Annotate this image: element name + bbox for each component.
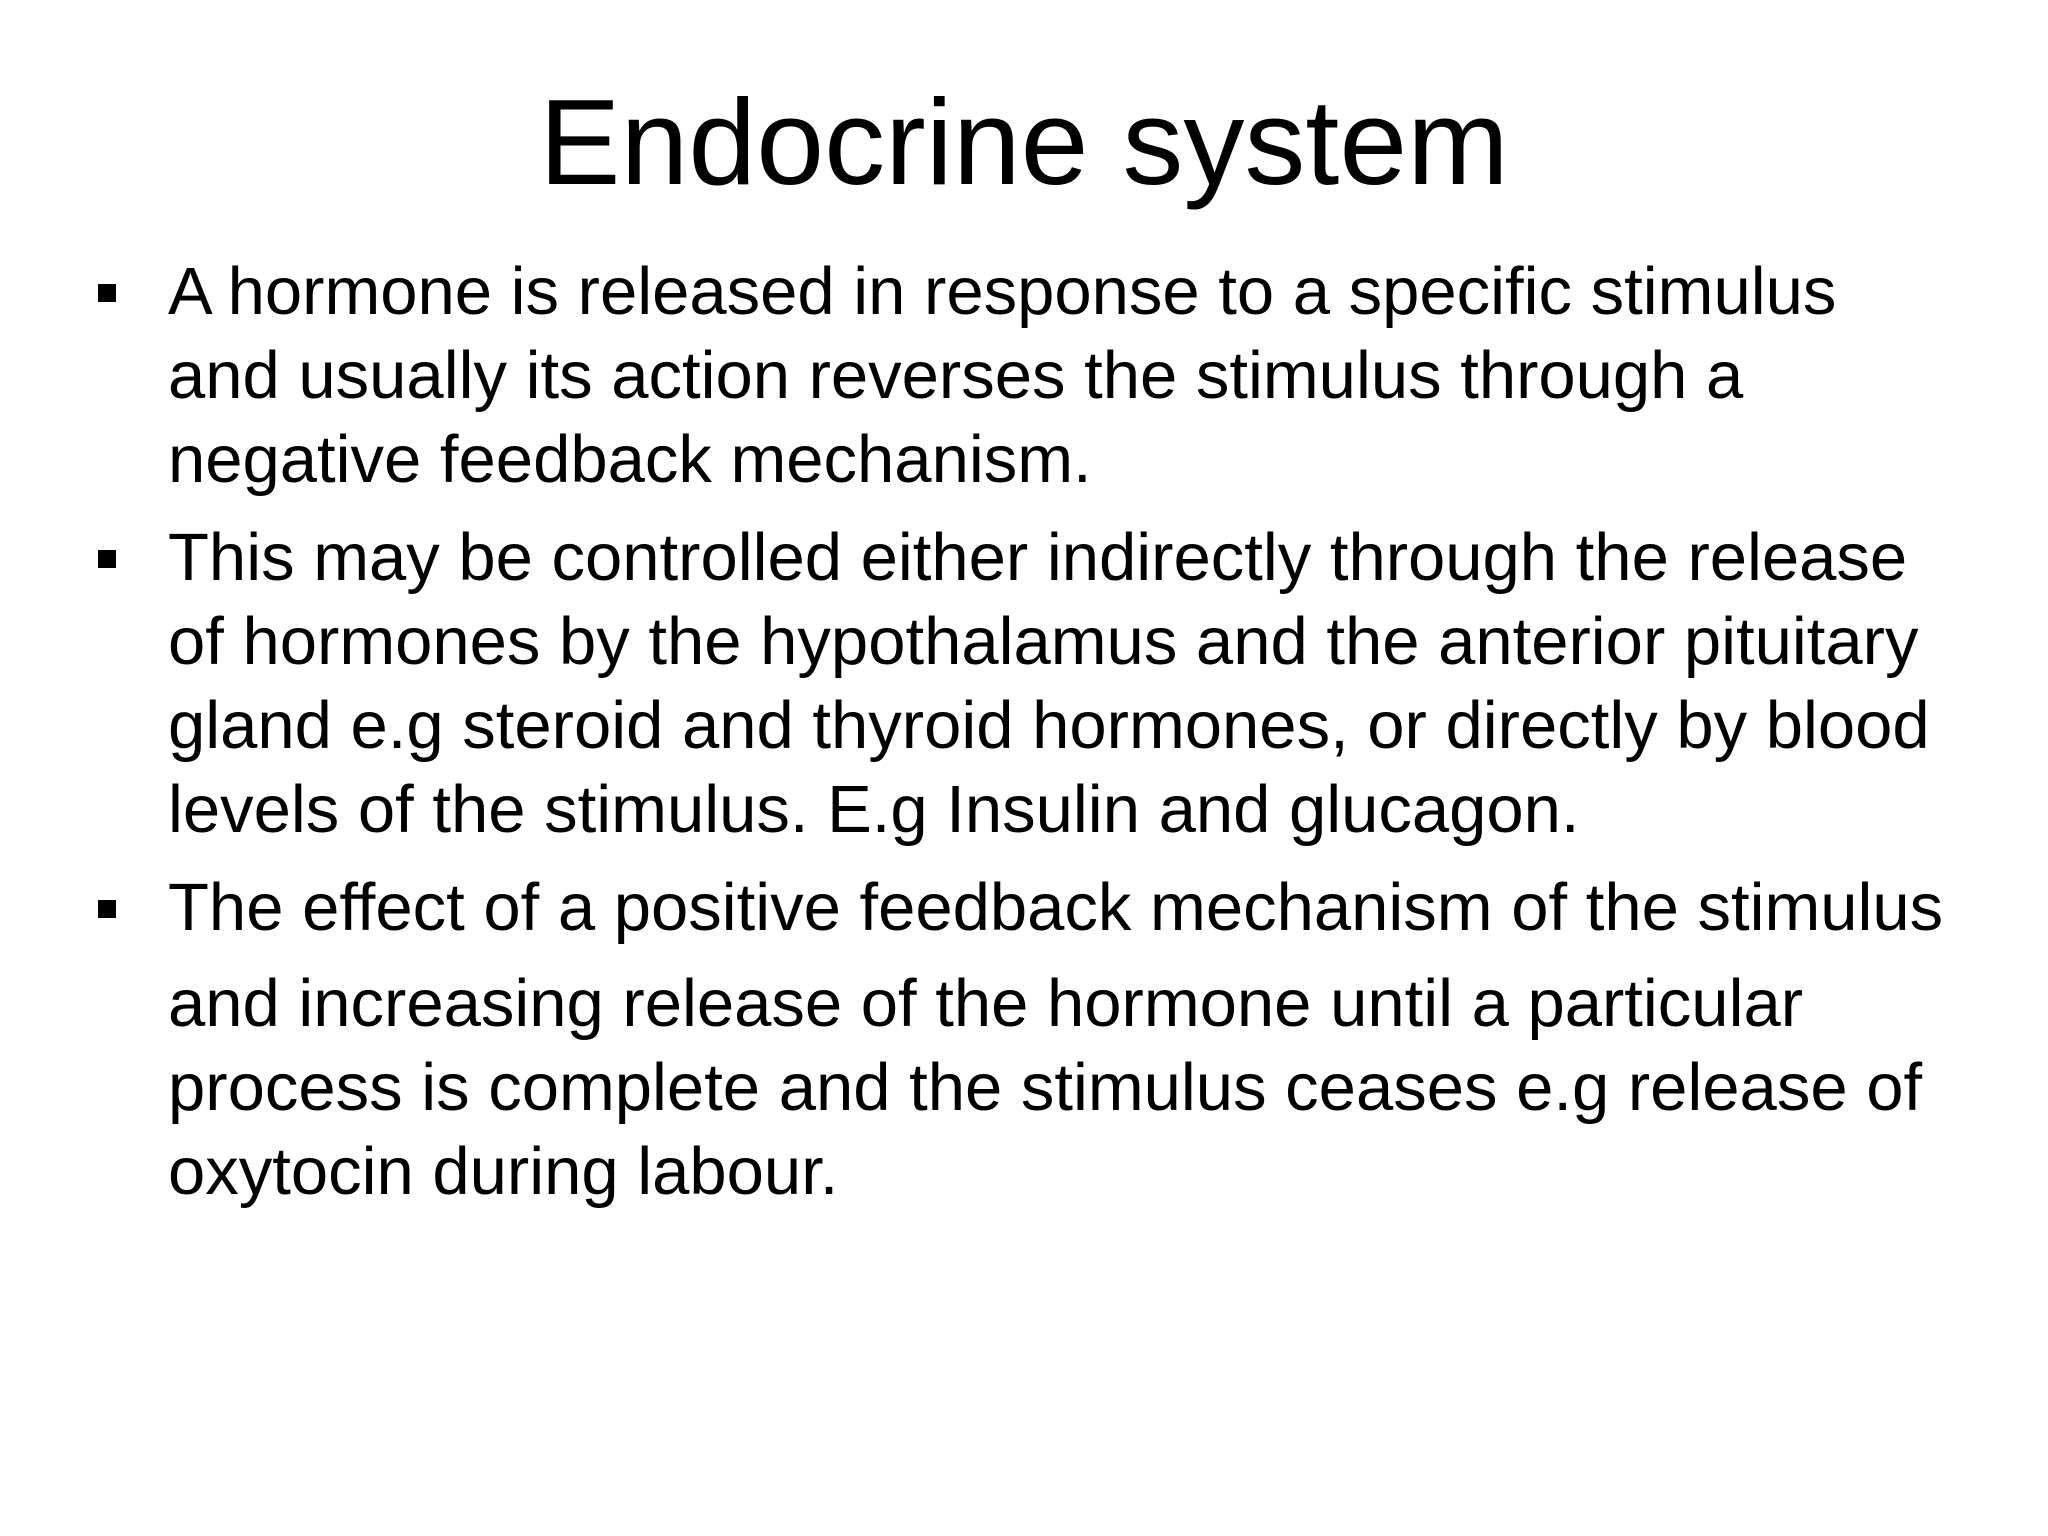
bullet-list xyxy=(90,250,2010,1214)
bullet-item xyxy=(90,250,2010,502)
bullet-text-line: and usually its action reverses the stimulus through a xyxy=(168,338,1744,413)
bullet-text-line: A hormone is released in response to a specific stimulus xyxy=(168,254,1837,329)
square-bullet-icon xyxy=(98,550,116,568)
bullet-text-line: of hormones by the hypothalamus and the anterior pituitary xyxy=(168,604,1919,679)
bullet-text-line: gland e.g steroid and thyroid hormones, or directly by blood xyxy=(168,688,1930,763)
bullet-text-line: This may be controlled either indirectly through the release xyxy=(168,520,1908,595)
bullet-text-line: and increasing release of the hormone until a particular xyxy=(168,966,1804,1041)
square-bullet-icon xyxy=(98,900,116,918)
bullet-text-line: negative feedback mechanism. xyxy=(168,422,1092,497)
bullet-text-line: oxytocin during labour. xyxy=(168,1134,839,1209)
bullet-item xyxy=(90,516,2010,852)
bullet-text-line: process is complete and the stimulus ceases e.g release of xyxy=(168,1050,1923,1125)
bullet-text-line: The effect of a positive feedback mechanism of the stimulus xyxy=(168,870,1944,945)
bullet-item xyxy=(90,866,2010,1214)
bullet-text-line: levels of the stimulus. E.g Insulin and glucagon. xyxy=(168,772,1580,847)
square-bullet-icon xyxy=(98,284,116,302)
slide-title: Endocrine system xyxy=(539,74,1509,210)
